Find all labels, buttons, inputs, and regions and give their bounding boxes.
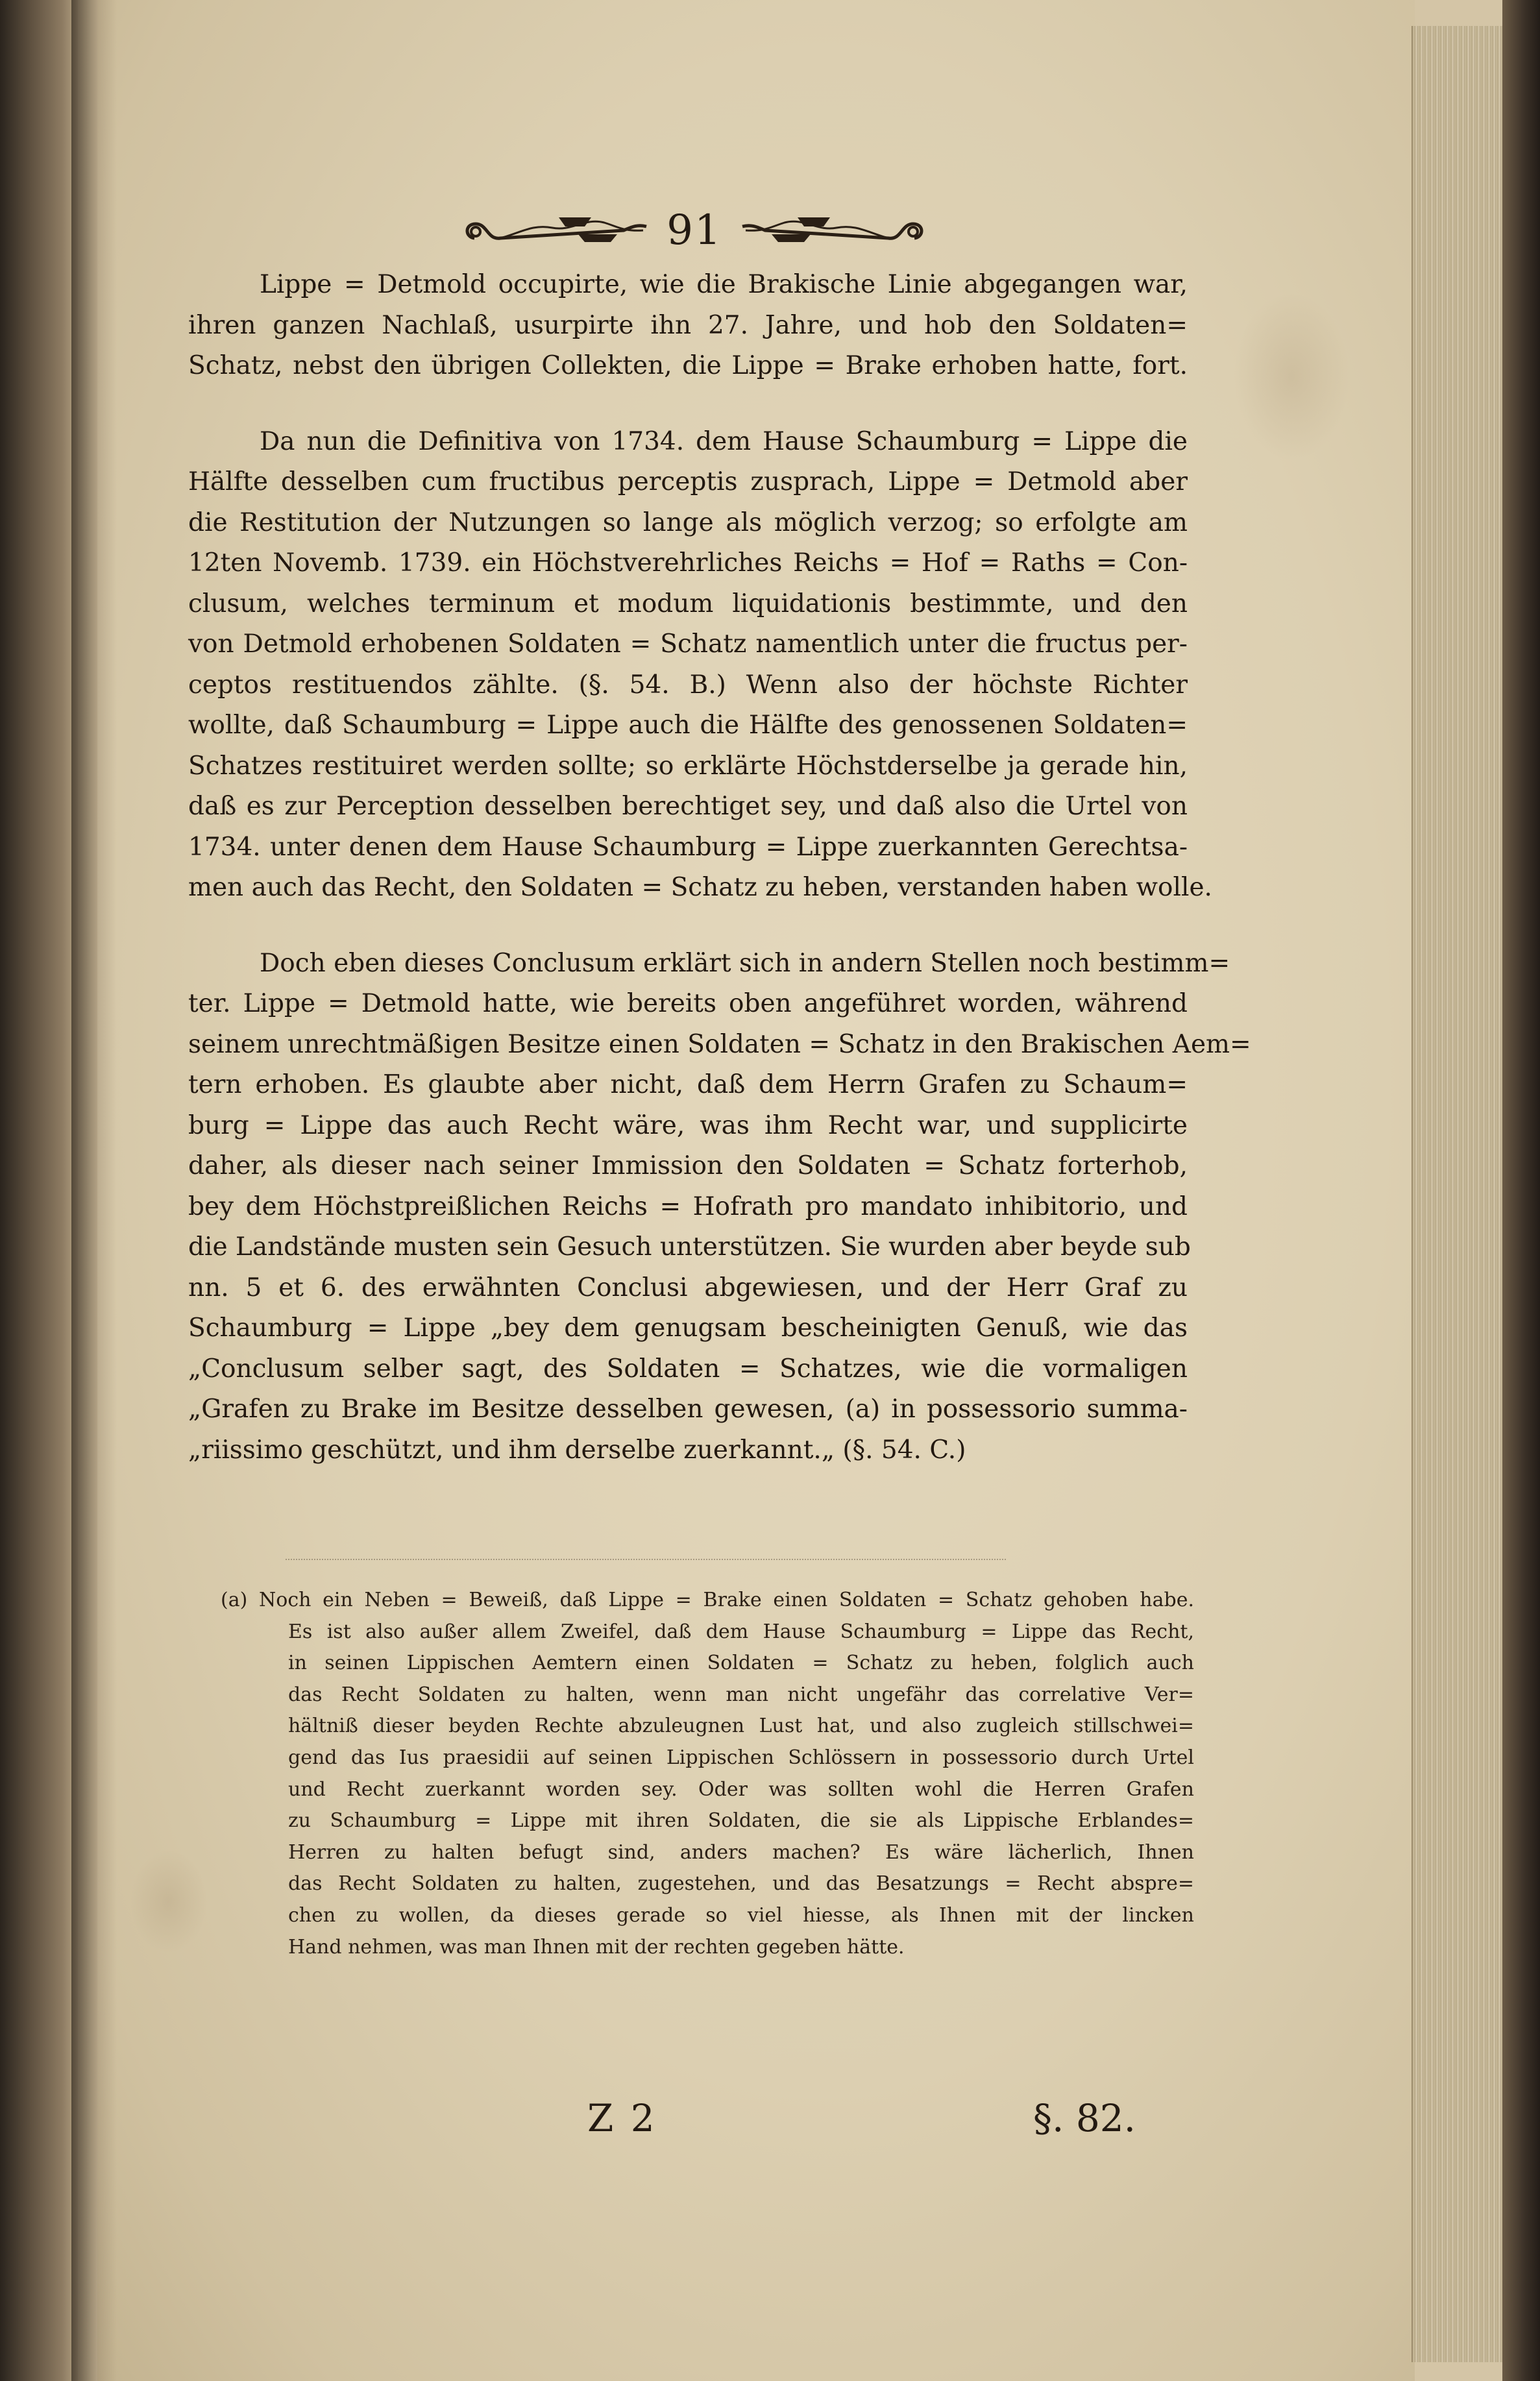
text-line: nn. 5 et 6. des erwähnten Conclusi abgewiesen, und der Herr Graf zu xyxy=(188,1273,1188,1302)
paragraph-1 xyxy=(188,265,1188,387)
paper-stain xyxy=(130,1850,208,1953)
page-header xyxy=(448,195,941,266)
text-line: wollte, daß Schaumburg = Lippe auch die Hälfte des genossenen Soldaten= xyxy=(188,711,1188,740)
text-line: ter. Lippe = Detmold hatte, wie bereits oben angeführet worden, während xyxy=(188,989,1188,1018)
text-line: die Landstände musten sein Gesuch unterstützen. Sie wurden aber beyde sub xyxy=(188,1232,1191,1262)
footnote-first-line: Noch ein Neben = Beweiß, daß Lippe = Brake einen Soldaten = Schatz gehoben habe. xyxy=(259,1589,1194,1611)
left-page-edge xyxy=(0,0,78,2381)
footnote-line: gend das Ius praesidii auf seinen Lippischen Schlössern in possessorio durch Urtel xyxy=(288,1746,1194,1769)
catchword: §. 82. xyxy=(1033,2096,1136,2140)
text-line: daß es zur Perception desselben berechtiget sey, und daß also die Urtel von xyxy=(188,792,1188,821)
text-line: Schaumburg = Lippe „bey dem genugsam bescheinigten Genuß, wie das xyxy=(188,1313,1188,1343)
text-line: 1734. unter denen dem Hause Schaumburg = Lippe zuerkannten Gerechtsa- xyxy=(188,832,1188,862)
text-line: men auch das Recht, den Soldaten = Schatz zu heben, verstanden haben wolle. xyxy=(188,873,1212,902)
main-text xyxy=(188,265,1251,1471)
left-ornament-icon xyxy=(461,204,650,256)
text-line: ihren ganzen Nachlaß, usurpirte ihn 27. Jahre, und hob den Soldaten= xyxy=(188,310,1188,340)
footnote-line: Herren zu halten befugt sind, anders machen? Es wäre lächerlich, Ihnen xyxy=(288,1840,1194,1864)
paragraph-3 xyxy=(188,944,1251,1471)
text-line: ceptos restituendos zählte. (§. 54. B.) Wenn also der höchste Richter xyxy=(188,670,1188,700)
text-line: bey dem Höchstpreißlichen Reichs = Hofrath pro mandato inhibitorio, und xyxy=(188,1191,1188,1221)
text-line: „Grafen zu Brake im Besitze desselben gewesen, (a) in possessorio summa- xyxy=(188,1395,1188,1424)
footnote-line: hältniß dieser beyden Rechte abzuleugnen Lust hat, und also zugleich stillschwei= xyxy=(288,1715,1194,1738)
paper-stain xyxy=(1233,292,1350,461)
footnote-line xyxy=(221,1585,1194,1617)
footnote-line: das Recht Soldaten zu halten, zugestehen, und das Besatzungs = Recht absprе= xyxy=(288,1872,1194,1896)
text-line: die Restitution der Nutzungen so lange als möglich verzog; so erfolgte am xyxy=(188,507,1188,537)
text-line: „riissimo geschützt, und ihm derselbe zuerkannt.„ (§. 54. C.) xyxy=(188,1435,966,1465)
footnote-marker: (a) xyxy=(221,1589,248,1611)
text-line: Schatz, nebst den übrigen Collekten, die Lippe = Brake erhoben hatte, fort. xyxy=(188,351,1188,380)
text-line: daher, als dieser nach seiner Immission den Soldaten = Schatz forterhob, xyxy=(188,1151,1188,1180)
page-number: 91 xyxy=(666,206,722,254)
footnote-separator xyxy=(286,1559,1006,1560)
text-line: Da nun die Definitiva von 1734. dem Hause Schaumburg = Lippe die xyxy=(260,426,1188,456)
text-line: seinem unrechtmäßigen Besitze einen Soldaten = Schatz in den Brakischen Aem= xyxy=(188,1029,1251,1059)
text-line: von Detmold erhobenen Soldaten = Schatz namentlich unter die fructus per- xyxy=(188,629,1188,659)
text-line: clusum, welches terminum et modum liquidationis bestimmte, und den xyxy=(188,589,1188,618)
binding-gutter xyxy=(71,0,117,2381)
signature-mark: Z 2 xyxy=(587,2096,657,2140)
text-line: Hälfte desselben cum fructibus perceptis zusprach, Lippe = Detmold aber xyxy=(188,467,1188,496)
footnote-line: das Recht Soldaten zu halten, wenn man nicht ungefähr das correlative Ver= xyxy=(288,1683,1194,1706)
footnote xyxy=(221,1585,1194,1963)
text-line: „Conclusum selber sagt, des Soldaten = Schatzes, wie die vormaligen xyxy=(188,1354,1188,1384)
footnote-line: Hand nehmen, was man Ihnen mit der rechten gegeben hätte. xyxy=(288,1935,905,1959)
text-line: Schatzes restituiret werden sollte; so erklärte Höchstderselbe ja gerade hin, xyxy=(188,751,1188,781)
text-line: Doch eben dieses Conclusum erklärt sich in andern Stellen noch bestimm= xyxy=(260,948,1230,978)
footnote-line: in seinen Lippischen Aemtern einen Soldaten = Schatz zu heben, folglich auch xyxy=(288,1652,1194,1675)
right-ornament-icon xyxy=(739,204,927,256)
page-stack-edge xyxy=(1412,26,1504,2362)
footnote-line: und Recht zuerkannt worden sey. Oder was sollten wohl die Herren Grafen xyxy=(288,1777,1194,1801)
footnote-line: chen zu wollen, da dieses gerade so viel hiesse, als Ihnen mit der lincken xyxy=(288,1903,1194,1927)
text-line: burg = Lippe das auch Recht wäre, was ihm Recht war, und supplicirte xyxy=(188,1110,1188,1140)
text-line: tern erhoben. Es glaubte aber nicht, daß dem Herrn Grafen zu Schaum= xyxy=(188,1070,1188,1099)
footnote-line: Es ist also außer allem Zweifel, daß dem Hause Schaumburg = Lippe das Recht, xyxy=(288,1620,1194,1643)
text-line: 12ten Novemb. 1739. ein Höchstverehrliches Reichs = Hof = Raths = Con- xyxy=(188,548,1188,578)
book-cover-edge xyxy=(1502,0,1540,2381)
paragraph-2 xyxy=(188,422,1212,909)
footnote-line: zu Schaumburg = Lippe mit ihren Soldaten, die sie als Lippische Erblandes= xyxy=(288,1809,1194,1833)
text-line: Lippe = Detmold occupirte, wie die Brakische Linie abgegangen war, xyxy=(260,270,1188,299)
